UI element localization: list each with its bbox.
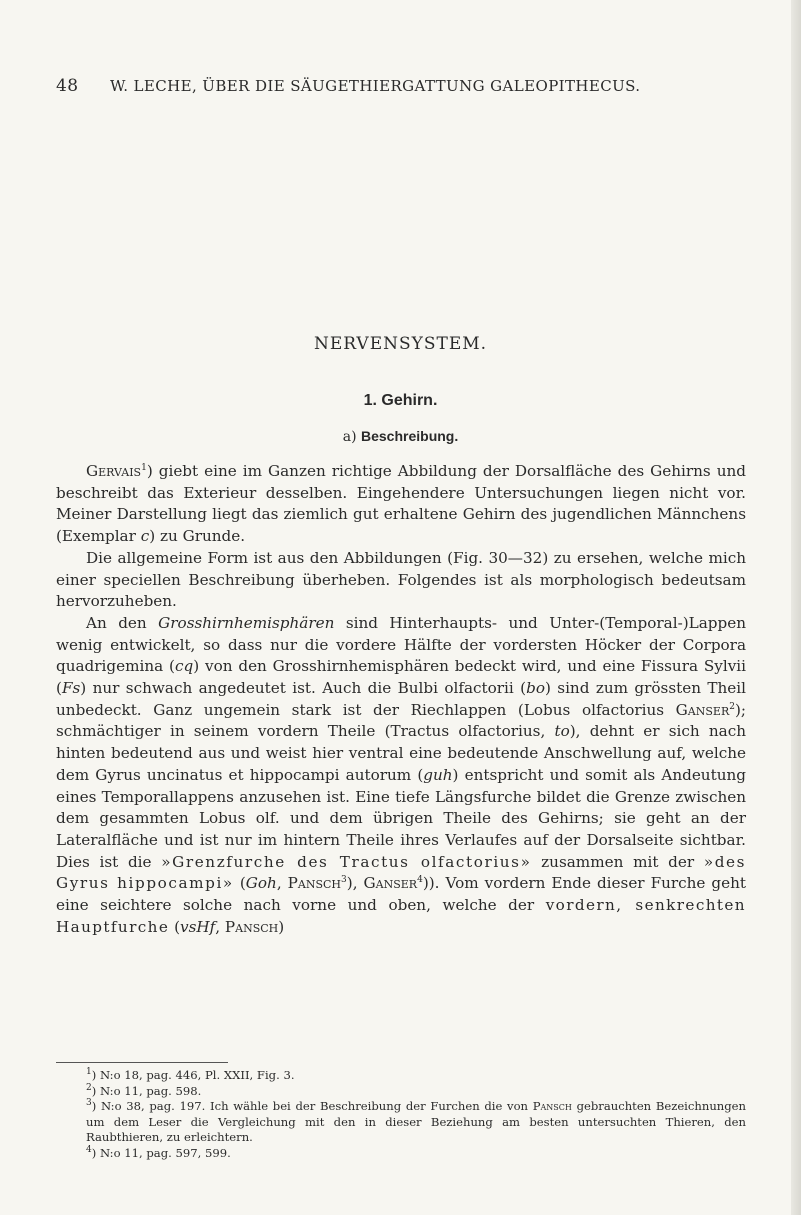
footnote-ref: 3 (341, 875, 347, 886)
author-name: Gervais (86, 462, 142, 480)
text-run: zusammen mit der (541, 852, 695, 871)
italic-term: Grosshirnhemisphären (158, 613, 335, 632)
footnote: $^1$) N:o 18, pag. 446, Pl. XXII, Fig. 3. (86, 1067, 295, 1082)
text-run: ) entspricht und somit als Andeutung eines Temporallappens anzusehen ist. Eine tiefe Längsfurche bildet die Grenze zwischen dem gesammten Lobus olf. und dem übrigen Theile des Gehirns; sie geht an der Lateralfläche und ist nur im hintern Theile ihres Verlaufes auf der Dorsalseite sichtbar. Dies ist die (56, 765, 746, 871)
footnote-text: N:o 11, pag. 597, 599. (99, 1145, 231, 1160)
italic-term: to (554, 722, 570, 741)
subsection-title (0, 428, 801, 445)
page-number: 48 (56, 76, 79, 96)
author-name: Pansch (287, 874, 342, 893)
author-name: Ganser (363, 874, 418, 893)
footnote-text: gebrauchten Bezeichnungen um dem Leser die Vergleichung mit den in dieser Beziehung am besten untersuchten Thieren, den Raubthieren, zu erleichtern. (86, 1099, 747, 1145)
text-run: ( (239, 874, 246, 893)
text-run: ( (174, 917, 181, 936)
footnote-text: N:o 38, pag. 197. Ich wähle bei der Beschreibung der Furchen die von (100, 1099, 529, 1114)
italic-term: bo (526, 679, 545, 698)
footnote: $^4$) N:o 11, pag. 597, 599. (86, 1145, 231, 1160)
footnote-marker: 4 (86, 1145, 92, 1156)
author-name: Pansch (532, 1099, 572, 1114)
footnote-ref: 4 (417, 875, 423, 886)
text-run: , (276, 874, 282, 893)
spaced-term: »Grenzfurche des Tractus olfactorius» (161, 852, 532, 871)
page-edge (791, 0, 801, 1215)
spaced-term: »des Gyrus hippocampi» (56, 852, 747, 893)
paragraph: Die allgemeine Form ist aus den Abbildungen (Fig. 30—32) zu ersehen, welche mich einer speciellen Beschreibung überheben. Folgendes ist als morphologisch bedeutsam hervorzuheben. (56, 548, 746, 611)
italic-term: guh (423, 765, 453, 784)
spaced-term: vordern, senkrechten Hauptfurche (56, 896, 746, 936)
footnote-rule (56, 1062, 228, 1063)
text-run: , (215, 917, 221, 936)
footnote: $^3$) N:o 38, pag. 197. Ich wähle bei der Beschreibung der Furchen die von Pansch gebrauchten Bezeichnungen um dem Leser die Vergleichung mit den in dieser Beziehung am besten untersuchten Thieren, den Raubthieren, zu erleichtern. (86, 1098, 747, 1145)
subsection-heading: Beschreibung. (361, 428, 459, 444)
body-text (56, 461, 746, 938)
subsection-prefix: a) (342, 429, 357, 445)
text-run: sind Hinterhaupts- und Unter-(Temporal-)Lappen wenig entwickelt, so dass nur die vordere Hälfte der vordersten Höcker der Corpora quadrigemina ( (56, 613, 746, 676)
section-title: NERVENSYSTEM. (313, 334, 488, 354)
text-run: ) (278, 917, 285, 936)
author-name: Pansch (224, 917, 279, 936)
text-run: ); schmächtiger in seinem vordern Theile (Tractus olfactorius, (56, 700, 747, 741)
footnote-ref: 1 (141, 462, 147, 473)
text-run: , (352, 874, 358, 893)
footnote-text: N:o 18, pag. 446, Pl. XXII, Fig. 3. (99, 1068, 295, 1082)
text-run: ) nur schwach angedeutet ist. Auch die Bulbi olfactorii ( (80, 679, 527, 698)
text-run: ) von den Grosshirnhemisphären bedeckt wird, und eine Fissura Sylvii ( (56, 657, 746, 698)
italic-term: vsHf (180, 917, 216, 936)
footnote-marker: 2 (86, 1082, 92, 1093)
italic-term: Goh (245, 874, 277, 893)
italic-term: c (140, 527, 150, 546)
italic-term: Fs (61, 679, 81, 698)
italic-term: cq (174, 657, 194, 676)
text-run: ), dehnt er sich nach hinten bedeutend aus und weist hier ventral eine bedeutende Anschwellung auf, welche dem Gyrus uncinatus et hippocampi autorum ( (56, 722, 747, 784)
text-run: ) sind zum grössten Theil unbedeckt. Ganz ungemein stark ist der Riechlappen (Lobus olfactorius (56, 679, 746, 719)
footnote: $^2$) N:o 11, pag. 598. (86, 1082, 202, 1098)
footnote-marker: 3 (86, 1098, 92, 1109)
paragraph: Gervais$^1$) giebt eine im Ganzen richtige Abbildung der Dorsalfläche des Gehirns und beschreibt das Exterieur desselben. Eingehendere Untersuchungen liegen nicht vor. Meiner Darstellung liegt das ziemlich gut erhaltene Gehirn des jugendlichen Männchens (Exemplar c) zu Grunde. (56, 462, 746, 546)
footnote-ref: 2 (729, 701, 735, 712)
footnote-marker: 1 (86, 1067, 92, 1078)
paragraph: An den Grosshirnhemisphären sind Hinterhaupts- und Unter-(Temporal-)Lappen wenig entwickelt, so dass nur die vordere Hälfte der vordersten Höcker der Corpora quadrigemina (cq) von den Grosshirnhemisphären bedeckt wird, und eine Fissura Sylvii (Fs) nur schwach angedeutet ist. Auch die Bulbi olfactorii (bo) sind zum grössten Theil unbedeckt. Ganz ungemein stark ist der Riechlappen (Lobus olfactorius Ganser$^2$); schmächtiger in seinem vordern Theile (Tractus olfactorius, to), dehnt er sich nach hinten bedeutend aus und weist hier ventral eine bedeutende Anschwellung auf, welche dem Gyrus uncinatus et hippocampi autorum (guh) entspricht und somit als Andeutung eines Temporallappens anzusehen ist. Eine tiefe Längsfurche bildet die Grenze zwischen dem gesammten Lobus olf. und dem übrigen Theile des Gehirns; sie geht an der Lateralfläche und ist nur im hintern Theile ihres Verlaufes auf der Dorsalseite sichtbar. Dies ist die »Grenzfurche des Tractus olfactorius» zusammen mit der »des Gyrus hippocampi» (Goh, Pansch$^3$), Ganser$^4$)). Vom vordern Ende dieser Furche geht eine seichtere solche nach vorne und oben, welche der vordern, senkrechten Hauptfurche (vsHf, Pansch) (56, 613, 747, 936)
text-run: ) zu Grunde. (149, 527, 246, 546)
author-name: Ganser (675, 700, 730, 719)
footnotes (56, 1068, 746, 1162)
footnote-text: N:o 11, pag. 598. (99, 1083, 202, 1098)
text-run: An den (86, 613, 147, 632)
text-run: giebt eine im Ganzen richtige Abbildung der Dorsalfläche des Gehirns und beschreibt das Exterieur desselben. Eingehendere Untersuchungen liegen nicht vor. Meiner Darstellung liegt das ziemlich gut erhaltene Gehirn des jugendlichen Männchens (Exemplar (56, 462, 746, 546)
running-title: W. LECHE, ÜBER DIE SÄUGETHIERGATTUNG GALEOPITHECUS. (110, 77, 641, 95)
text-run: )). Vom vordern Ende dieser Furche geht eine seichtere solche nach vorne und oben, welche der (56, 874, 747, 915)
chapter-title: 1. Gehirn. (363, 392, 438, 409)
